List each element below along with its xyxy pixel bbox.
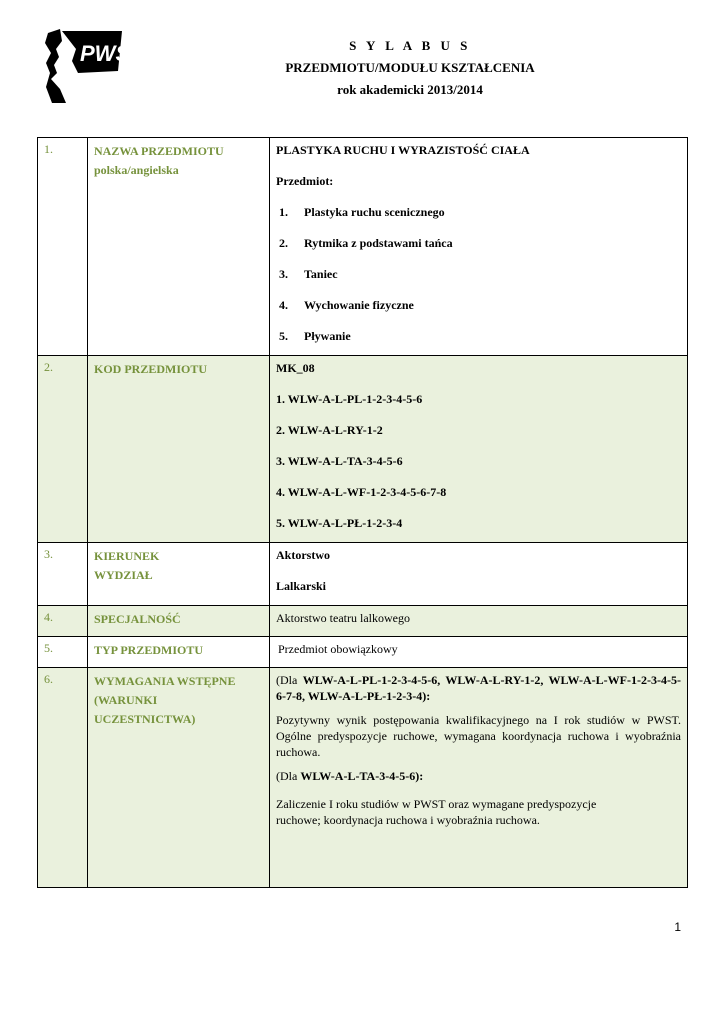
requirement-text: Zaliczenie I roku studiów w PWST oraz wymagane predyspozycje ruchowe; koordynacja ruchowa i wyobraźnia ruchowa.	[276, 797, 597, 827]
table-row	[38, 356, 688, 543]
label-line: NAZWA PRZEDMIOTU	[94, 144, 224, 158]
row-label	[88, 543, 270, 606]
value-line: Aktorstwo teatru lalkowego	[276, 611, 410, 625]
table-row	[38, 668, 688, 888]
subject-heading: Przedmiot:	[276, 174, 334, 188]
label-line: (WARUNKI	[94, 693, 158, 707]
row-label	[88, 138, 270, 356]
syllabus-title: S Y L A B U S	[349, 38, 471, 53]
row-number: 1.	[38, 138, 88, 356]
syllabus-subtitle: PRZEDMIOTU/MODUŁU KSZTAŁCENIA	[285, 60, 535, 75]
value-line: Lalkarski	[276, 579, 327, 593]
requirement-text: Pozytywny wynik postępowania kwalifikacyjnego na I rok studiów w PWST. Ogólne predyspozycje ruchowe, wymagana koordynacja ruchowa i wyobraźnia ruchowa.	[276, 713, 681, 759]
row-value	[270, 356, 688, 543]
label-line: UCZESTNICTWA)	[94, 712, 196, 726]
row-number: 5.	[38, 637, 88, 668]
row-label	[88, 356, 270, 543]
label-line: polska/angielska	[94, 163, 179, 177]
value-line: Przedmiot obowiązkowy	[278, 642, 398, 656]
code-line: MK_08	[276, 361, 315, 375]
code-line: 4. WLW-A-L-WF-1-2-3-4-5-6-7-8	[276, 485, 447, 499]
list-item: 1. Plastyka ruchu scenicznego	[279, 205, 445, 219]
row-value	[270, 606, 688, 637]
requirement-codes: (Dla WLW-A-L-TA-3-4-5-6):	[276, 769, 424, 783]
code-line: 3. WLW-A-L-TA-3-4-5-6	[276, 454, 403, 468]
code-line: 1. WLW-A-L-PL-1-2-3-4-5-6	[276, 392, 423, 406]
code-line: 2. WLW-A-L-RY-1-2	[276, 423, 383, 437]
table-row	[38, 543, 688, 606]
row-number: 2.	[38, 356, 88, 543]
subject-name: PLASTYKA RUCHU I WYRAZISTOŚĆ CIAŁA	[276, 143, 530, 157]
code-line: 5. WLW-A-L-PŁ-1-2-3-4	[276, 516, 403, 530]
label-line: WYMAGANIA WSTĘPNE	[94, 674, 236, 688]
list-item: 3. Taniec	[279, 267, 338, 281]
table-row	[38, 637, 688, 668]
label-line: SPECJALNOŚĆ	[94, 612, 181, 626]
requirement-codes: (Dla WLW-A-L-PL-1-2-3-4-5-6, WLW-A-L-RY-1-2, WLW-A-L-WF-1-2-3-4-5-6-7-8, WLW-A-L-PŁ-1-2-3-4):	[276, 673, 681, 703]
label-line: KOD PRZEDMIOTU	[94, 362, 208, 376]
row-value	[270, 543, 688, 606]
row-value	[270, 138, 688, 356]
row-label	[88, 637, 270, 668]
value-line: Aktorstwo	[276, 548, 330, 562]
table-row	[38, 606, 688, 637]
list-item: 4. Wychowanie fizyczne	[279, 298, 414, 312]
table-row	[38, 138, 688, 356]
row-value	[270, 637, 688, 668]
label-line: KIERUNEK	[94, 549, 160, 563]
academic-year: rok akademicki 2013/2014	[337, 82, 483, 97]
subject-list	[276, 204, 681, 344]
list-item: 5. Pływanie	[279, 329, 351, 343]
row-label	[88, 606, 270, 637]
row-number: 3.	[38, 543, 88, 606]
row-number: 6.	[38, 668, 88, 888]
svg-text:PWST: PWST	[80, 41, 144, 66]
row-value	[270, 668, 688, 888]
row-number: 4.	[38, 606, 88, 637]
list-item: 2. Rytmika z podstawami tańca	[279, 236, 453, 250]
pwst-logo	[42, 27, 144, 105]
row-label	[88, 668, 270, 888]
syllabus-table	[37, 137, 688, 888]
label-line: WYDZIAŁ	[94, 568, 153, 582]
label-line: TYP PRZEDMIOTU	[94, 643, 204, 657]
page-number: 1	[674, 920, 681, 934]
